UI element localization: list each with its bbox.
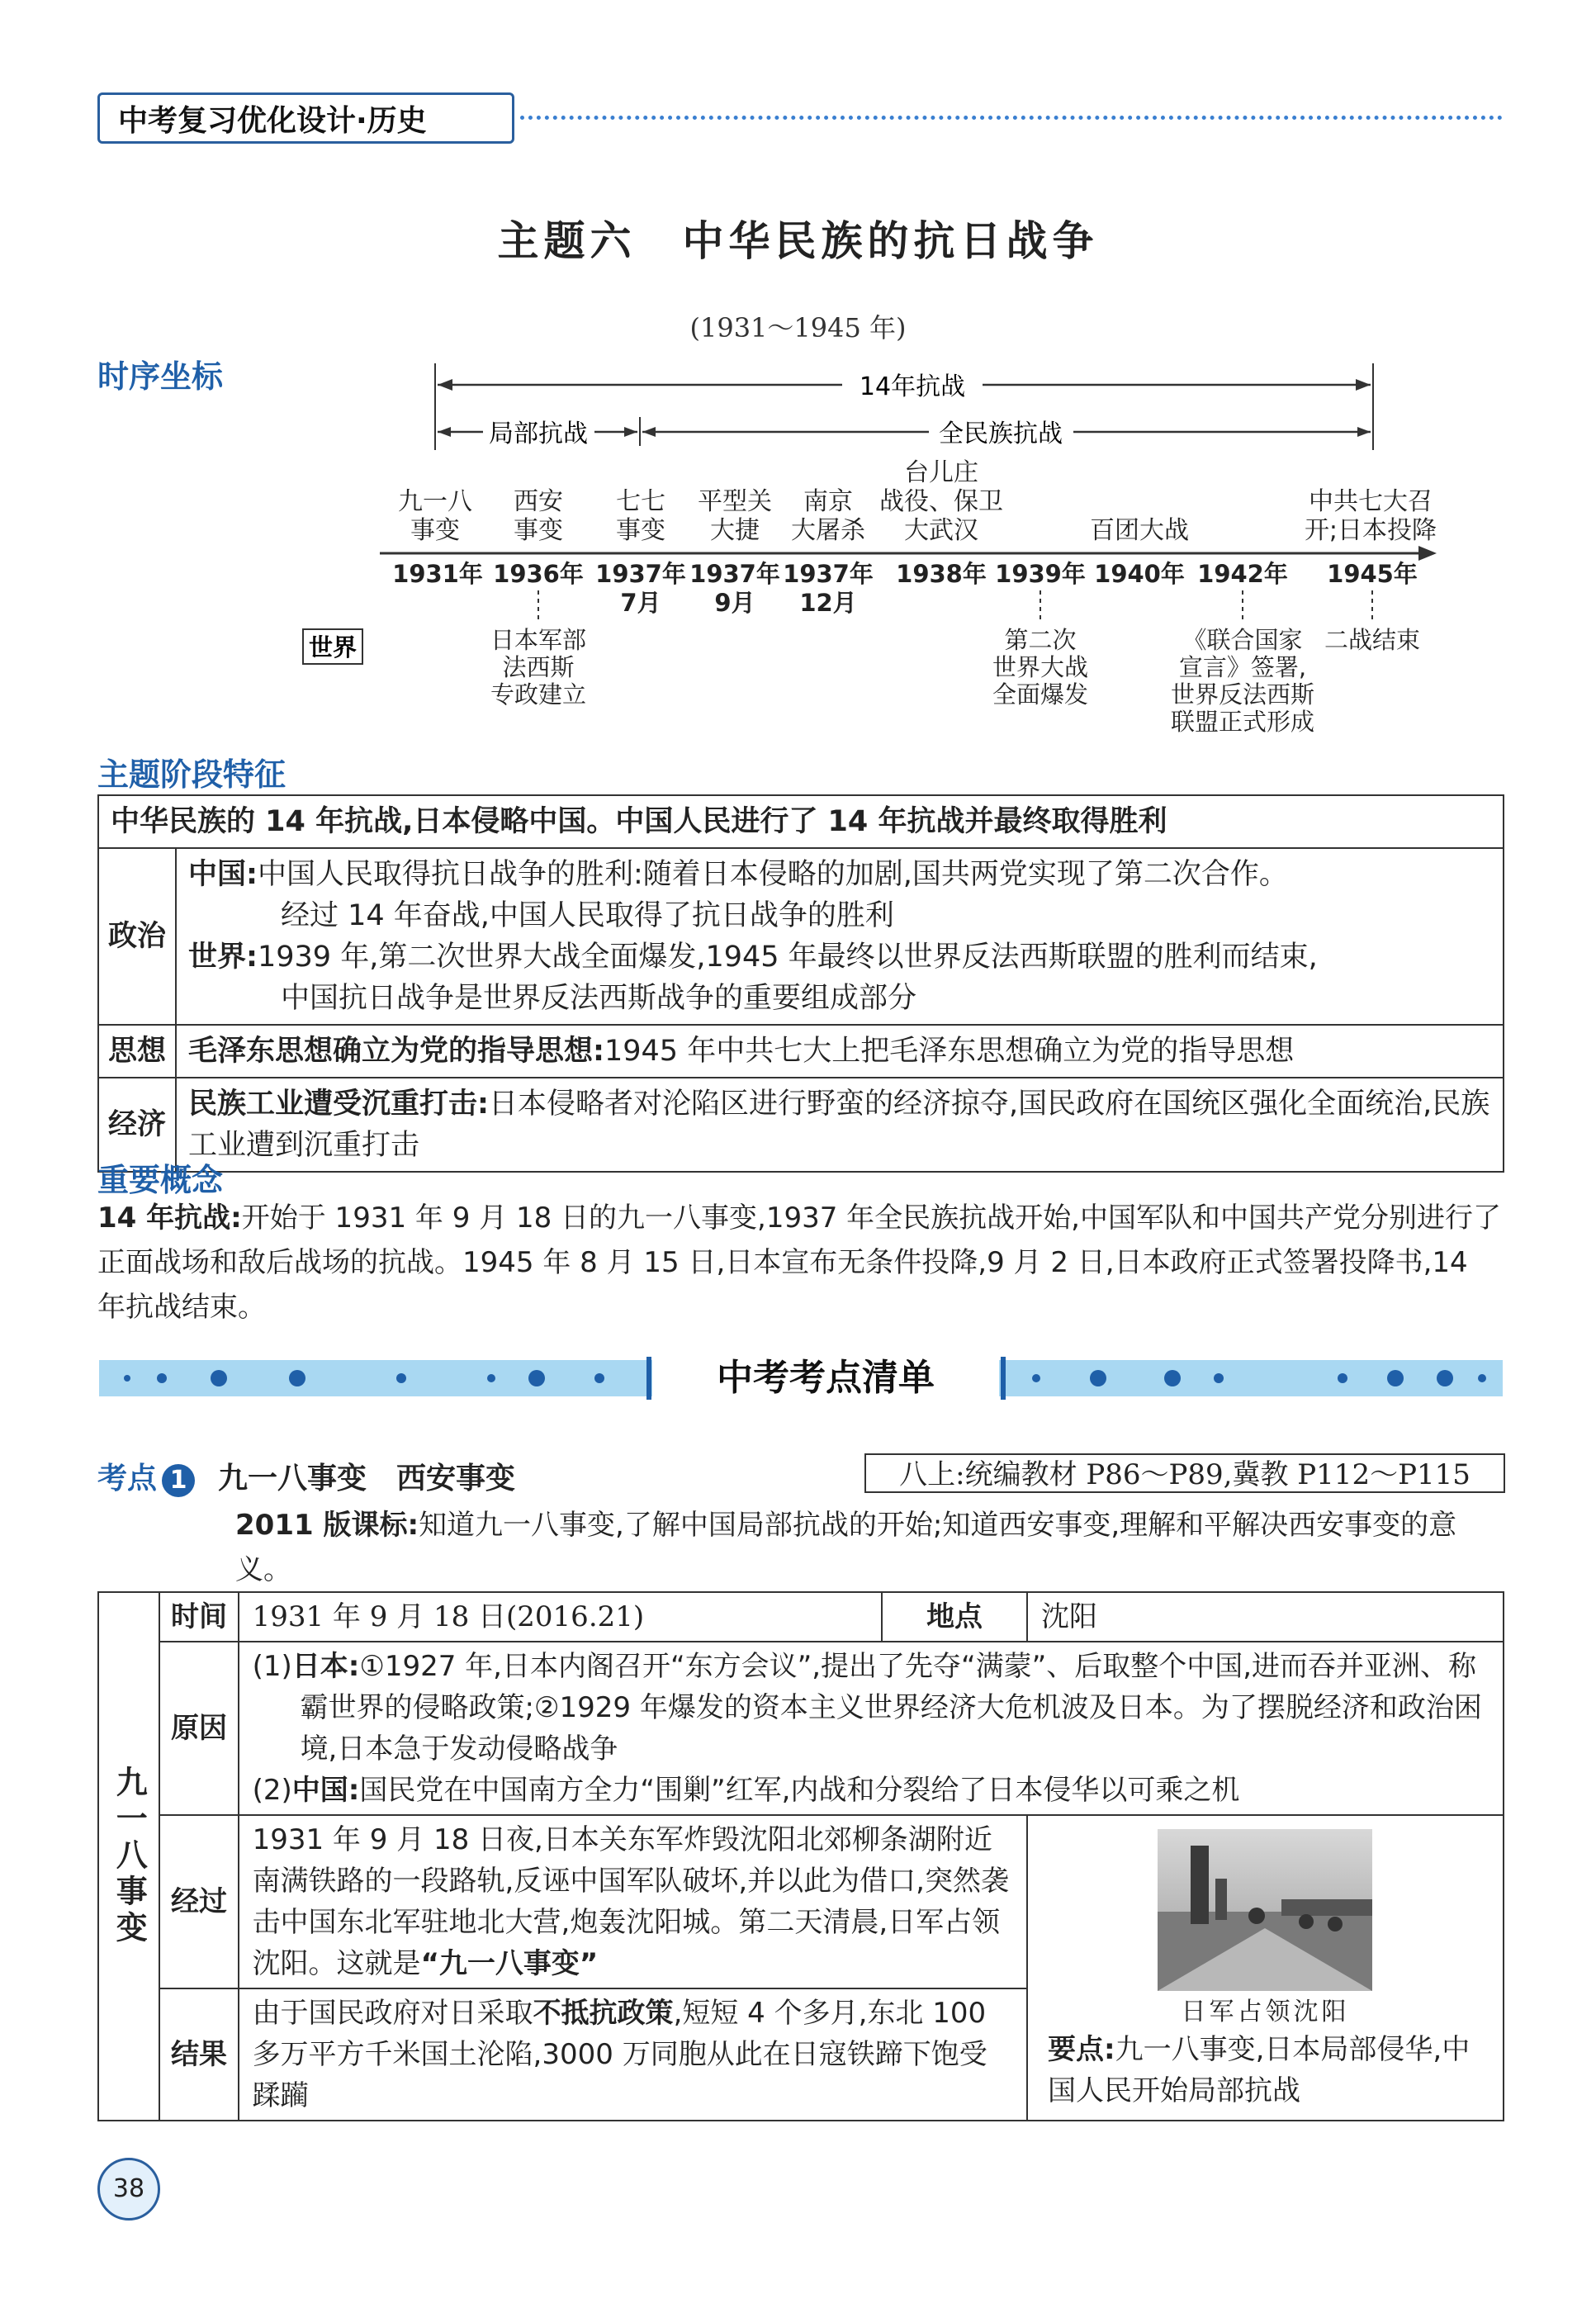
banner-title: 中考考点清单: [717, 1357, 935, 1399]
world-event-line: 专政建立: [490, 680, 587, 709]
cause-content: [239, 1642, 1504, 1815]
year-label: 1940年: [1094, 560, 1185, 588]
event-label: 大捷: [710, 516, 760, 545]
event-label: 大屠杀: [791, 516, 865, 545]
banner-dot: [1164, 1370, 1181, 1386]
span-local-arrow-left: [438, 427, 451, 437]
banner-left-strip: [99, 1360, 652, 1396]
page-number: 38: [97, 2158, 160, 2221]
politics-key-world: 世界:: [188, 941, 258, 974]
process-label: 经过: [159, 1815, 238, 1988]
banner-dot: [289, 1370, 305, 1386]
banner-right-bar: [1001, 1357, 1006, 1400]
thought-text: 1945 年中共七大上把毛泽东思想确立为党的指导思想: [604, 1035, 1295, 1068]
page-subtitle: (1931～1945 年): [689, 312, 907, 344]
politics-key-china: 中国:: [188, 858, 258, 891]
time-value: 1931 年 9 月 18 日(2016.21): [239, 1592, 883, 1642]
book-title: 中考复习优化设计·历史: [118, 103, 427, 138]
photo-caption: 日军占领沈阳: [1181, 1998, 1350, 2026]
cause-2-prefix: (2): [252, 1774, 292, 1807]
kaodian-number: 1: [162, 1464, 195, 1497]
event-label: 百团大战: [1090, 516, 1189, 545]
world-event-line: 日本军部: [490, 626, 587, 654]
event-name: 九一八事变: [111, 1766, 148, 1947]
concept-section-label: 重要概念: [97, 1162, 224, 1198]
event-label: 台儿庄: [904, 458, 978, 487]
time-label: 时间: [159, 1592, 238, 1642]
year-label: 1942年: [1197, 560, 1288, 588]
features-table: [97, 794, 1504, 1173]
standard-text: 知道九一八事变,了解中国局部抗战的开始;知道西安事变,理解和平解决西安事变的意义。: [235, 1509, 1457, 1586]
span-total-arrow-left: [438, 379, 452, 391]
banner-dot: [1478, 1374, 1486, 1382]
event-label: 平型关: [698, 487, 772, 516]
span-national-arrow-right: [1357, 427, 1371, 437]
kaodian-heading: [97, 1455, 515, 1497]
world-event-line: 世界大战: [992, 653, 1089, 681]
event-label: 事变: [514, 516, 563, 545]
concept-text: 开始于 1931 年 9 月 18 日的九一八事变,1937 年全民族抗战开始,中国军队和中国共产党分别进行了正面战场和敌后战场的抗战。1945 年 8 月 15 日,日本宣布无条件投降,9 月 2 日,日本政府正式签署投降书,14 年抗战结束。: [97, 1202, 1501, 1324]
row-label-economy: 经济: [98, 1078, 176, 1172]
politics-china-line1: 中国人民取得抗日战争的胜利:随着日本侵略的加剧,国共两党实现了第二次合作。: [258, 858, 1288, 891]
event-label: 七七: [616, 487, 665, 516]
cause-1-prefix: (1): [252, 1650, 292, 1683]
cause-label: 原因: [159, 1642, 238, 1815]
section-banner: [99, 1352, 1503, 1405]
timeline-diagram: [0, 0, 1596, 768]
banner-dot: [1032, 1374, 1040, 1382]
event-label: 中共七大召: [1309, 487, 1433, 516]
page-title: 主题六 中华民族的抗日战争: [497, 216, 1099, 265]
process-text: 1931 年 9 月 18 日夜,日本关东军炸毁沈阳北郊柳条湖附近南满铁路的一段路轨,反诬中国军队破坏,并以此为借口,突然袭击中国东北军驻地北大营,炮轰沈阳城。第二天清晨,日军占领沈阳。这就是: [252, 1823, 1009, 1980]
span-local-arrow-right: [624, 427, 637, 437]
event-label: 九一八: [398, 487, 472, 516]
place-label: 地点: [882, 1592, 1027, 1642]
economy-content: [176, 1078, 1504, 1172]
world-event-line: 宣言》签署,: [1178, 653, 1307, 681]
row-label-thought: 思想: [98, 1025, 176, 1078]
event-label: 南京: [803, 487, 853, 516]
banner-dot: [1090, 1370, 1106, 1386]
cause-1-key: 日本:: [291, 1650, 360, 1683]
result-label: 结果: [159, 1988, 238, 2121]
year-label: 1938年: [896, 560, 987, 588]
year-label: 1937年: [595, 560, 686, 588]
event-label: 大武汉: [904, 516, 978, 545]
cause-2-text: 国民党在中国南方全力“围剿”红军,内战和分裂给了日本侵华以可乘之机: [359, 1774, 1240, 1807]
banner-dot: [1214, 1373, 1224, 1383]
banner-dot: [487, 1374, 495, 1382]
concept-key: 14 年抗战:: [97, 1202, 242, 1235]
politics-world-line2: 中国抗日战争是世界反法西斯战争的重要组成部分: [281, 982, 917, 1015]
cause-2-key: 中国:: [291, 1774, 360, 1807]
politics-china-line2: 经过 14 年奋战,中国人民取得了抗日战争的胜利: [281, 899, 894, 932]
world-label: 世界: [308, 633, 358, 661]
photo-point: [1035, 2029, 1496, 2112]
politics-world-line1: 1939 年,第二次世界大战全面爆发,1945 年最终以世界反法西斯联盟的胜利而结束,: [258, 941, 1318, 974]
kaodian-reference: 八上:统编教材 P86～P89,冀教 P112～P115: [864, 1453, 1505, 1493]
event-label: 西安: [514, 487, 563, 516]
span-total-label: 14年抗战: [859, 372, 966, 401]
standard-key: 2011 版课标:: [235, 1509, 419, 1542]
year-label: 9月: [714, 589, 755, 617]
banner-right-strip: [999, 1360, 1503, 1396]
result-prefix: 由于国民政府对日采取: [252, 1997, 533, 2030]
banner-left-bar: [646, 1357, 651, 1400]
row-label-politics: 政治: [98, 848, 176, 1025]
result-content: [239, 1988, 1027, 2121]
banner-dot: [1387, 1370, 1404, 1386]
year-label: 12月: [799, 589, 857, 617]
span-national-arrow-left: [642, 427, 656, 437]
event-name-cell: [98, 1592, 159, 2121]
world-event-line: 法西斯: [502, 653, 575, 681]
occupation-photo: [1158, 1829, 1372, 1991]
banner-dot: [528, 1370, 545, 1386]
year-label: 1931年: [392, 560, 483, 588]
banner-dot: [124, 1375, 130, 1382]
event-label: 战役、保卫: [879, 487, 1003, 516]
result-key: 不抵抗政策: [533, 1997, 674, 2030]
photo-cell: [1027, 1815, 1504, 2121]
event-label: 事变: [410, 516, 460, 545]
world-event-line: 全面爆发: [992, 680, 1089, 709]
banner-dot: [1437, 1370, 1453, 1386]
features-section-label: 主题阶段特征: [97, 756, 287, 793]
banner-dot: [594, 1373, 604, 1383]
place-value: 沈阳: [1027, 1592, 1504, 1642]
banner-dot: [396, 1373, 406, 1383]
world-event-line: 二战结束: [1324, 626, 1421, 654]
banner-dot: [157, 1373, 167, 1383]
politics-content: [176, 848, 1504, 1025]
year-label: 7月: [620, 589, 661, 617]
year-label: 1945年: [1327, 560, 1418, 588]
span-total-arrow-right: [1356, 379, 1371, 391]
timeline-section-label: 时序坐标: [97, 358, 224, 395]
thought-content: [176, 1025, 1504, 1078]
event-label: 开;日本投降: [1304, 516, 1437, 545]
kaodian-standard: [235, 1503, 1507, 1592]
kaodian-topic: 九一八事变 西安事变: [218, 1462, 516, 1495]
year-label: 1937年: [783, 560, 874, 588]
world-event-line: 第二次: [1004, 626, 1077, 654]
cause-1-text: ①1927 年,日本内阁召开“东方会议”,提出了先夺“满蒙”、后取整个中国,进而吞并亚洲、称霸世界的侵略政策;②1929 年爆发的资本主义世界经济大危机波及日本。为了摆脱经济和政治困境,日本急于发动侵略战争: [300, 1650, 1482, 1766]
year-label: 1936年: [493, 560, 584, 588]
thought-key: 毛泽东思想确立为党的指导思想:: [188, 1035, 604, 1068]
banner-dot: [1338, 1373, 1347, 1383]
process-content: [239, 1815, 1027, 1988]
features-heading: 中华民族的 14 年抗战,日本侵略中国。中国人民进行了 14 年抗战并最终取得胜利: [98, 795, 1504, 848]
span-local-label: 局部抗战: [489, 419, 588, 448]
event-label: 事变: [616, 516, 665, 545]
concept-paragraph: [97, 1196, 1504, 1330]
year-label: 1937年: [689, 560, 780, 588]
year-label: 1939年: [995, 560, 1086, 588]
event-table: [97, 1591, 1504, 2121]
timeline-axis-arrow: [1418, 546, 1437, 561]
result-text: ,短短 4 个多月,东北 100 多万平方千米国土沦陷,3000 万同胞从此在日寇铁蹄下饱受蹂躏: [252, 1997, 987, 2112]
economy-key: 民族工业遭受沉重打击:: [188, 1088, 489, 1121]
kaodian-label: 考点: [97, 1462, 158, 1495]
point-text: 九一八事变,日本局部侵华,中国人民开始局部抗战: [1047, 2033, 1470, 2107]
process-quote: “九一八事变”: [420, 1947, 599, 1980]
world-event-line: 联盟正式形成: [1170, 708, 1315, 736]
economy-text: 日本侵略者对沦陷区进行野蛮的经济掠夺,国民政府在国统区强化全面统治,民族工业遭到沉重打击: [188, 1088, 1490, 1162]
world-event-line: 《联合国家: [1182, 626, 1303, 654]
span-national-label: 全民族抗战: [939, 419, 1063, 448]
banner-dot: [211, 1370, 227, 1386]
point-key: 要点:: [1047, 2033, 1115, 2066]
world-event-line: 世界反法西斯: [1170, 680, 1315, 709]
